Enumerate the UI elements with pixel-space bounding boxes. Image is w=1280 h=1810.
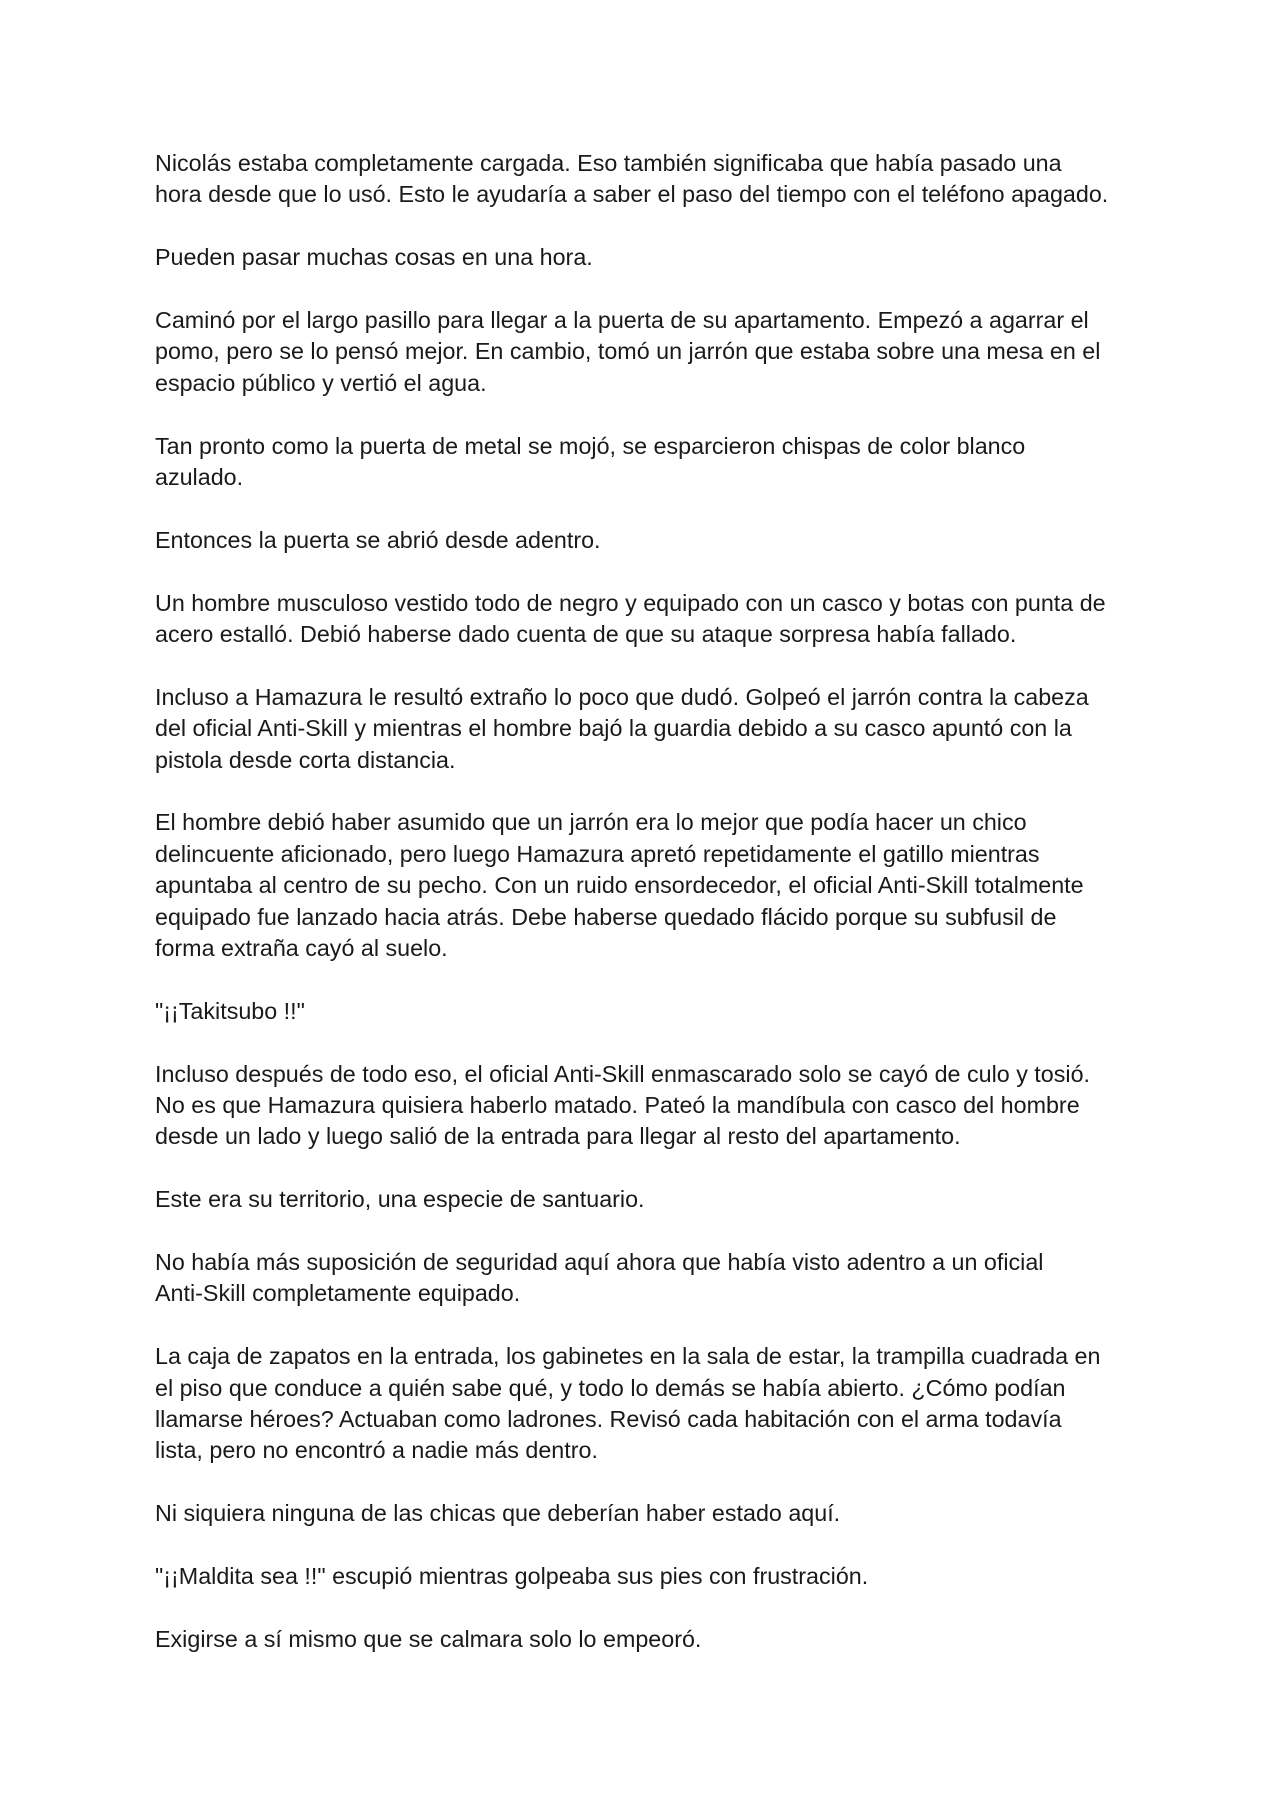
text-line: llamarse héroes? Actuaban como ladrones. Revisó cada habitación con el arma todavía [155, 1406, 1062, 1433]
paragraph-8 [155, 807, 1155, 964]
document-page [155, 148, 1155, 1687]
paragraph-14 [155, 1498, 1155, 1529]
paragraph-6 [155, 588, 1155, 651]
paragraph-16 [155, 1624, 1155, 1655]
paragraph-11 [155, 1184, 1155, 1215]
text-line: forma extraña cayó al suelo. [155, 935, 448, 962]
paragraph-2 [155, 242, 1155, 273]
text-line: espacio público y vertió el agua. [155, 369, 487, 396]
paragraph-3 [155, 305, 1155, 399]
text-line: La caja de zapatos en la entrada, los gabinetes en la sala de estar, la trampilla cuadrada en [155, 1343, 1101, 1370]
paragraph-1 [155, 148, 1155, 211]
paragraph-13 [155, 1341, 1155, 1467]
text-line: desde un lado y luego salió de la entrada para llegar al resto del apartamento. [155, 1123, 961, 1150]
text-line: pomo, pero se lo pensó mejor. En cambio, tomó un jarrón que estaba sobre una mesa en el [155, 338, 1101, 365]
text-line: del oficial Anti-Skill y mientras el hombre bajó la guardia debido a su casco apuntó con la [155, 715, 1072, 742]
text-line: Caminó por el largo pasillo para llegar a la puerta de su apartamento. Empezó a agarrar el [155, 307, 1089, 333]
text-line: pistola desde corta distancia. [155, 746, 456, 773]
text-line: Exigirse a sí mismo que se calmara solo lo empeoró. [155, 1625, 702, 1652]
paragraph-10 [155, 1059, 1155, 1153]
text-line: Pueden pasar muchas cosas en una hora. [155, 244, 593, 271]
text-line: El hombre debió haber asumido que un jarrón era lo mejor que podía hacer un chico [155, 809, 1027, 836]
text-line: equipado fue lanzado hacia atrás. Debe haberse quedado flácido porque su subfusil de [155, 903, 1057, 930]
text-line: apuntaba al centro de su pecho. Con un ruido ensordecedor, el oficial Anti-Skill totalmente [155, 872, 1084, 899]
text-line: No es que Hamazura quisiera haberlo matado. Pateó la mandíbula con casco del hombre [155, 1092, 1080, 1119]
text-line: "¡¡Takitsubo !!" [155, 997, 305, 1024]
paragraph-9 [155, 996, 1155, 1027]
text-line: Ni siquiera ninguna de las chicas que deberían haber estado aquí. [155, 1500, 841, 1527]
text-line: Nicolás estaba completamente cargada. Eso también significaba que había pasado una [155, 150, 1062, 176]
text-line: azulado. [155, 464, 244, 491]
text-line: Entonces la puerta se abrió desde adentro. [155, 526, 601, 553]
text-line: Un hombre musculoso vestido todo de negro y equipado con un casco y botas con punta de [155, 589, 1106, 616]
paragraph-5 [155, 525, 1155, 556]
text-line: lista, pero no encontró a nadie más dentro. [155, 1437, 598, 1464]
text-line: Este era su territorio, una especie de santuario. [155, 1186, 645, 1213]
text-line: Incluso a Hamazura le resultó extraño lo poco que dudó. Golpeó el jarrón contra la cabeza [155, 683, 1089, 710]
text-line: hora desde que lo usó. Esto le ayudaría a saber el paso del tiempo con el teléfono apagado. [155, 181, 1109, 208]
text-line: acero estalló. Debió haberse dado cuenta de que su ataque sorpresa había fallado. [155, 621, 1017, 648]
text-line: No había más suposición de seguridad aquí ahora que había visto adentro a un oficial [155, 1249, 1044, 1276]
paragraph-12 [155, 1247, 1155, 1310]
paragraph-4 [155, 431, 1155, 494]
paragraph-15 [155, 1561, 1155, 1592]
text-line: Anti-Skill completamente equipado. [155, 1280, 521, 1307]
text-line: Tan pronto como la puerta de metal se mojó, se esparcieron chispas de color blanco [155, 432, 1026, 459]
text-line: Incluso después de todo eso, el oficial Anti-Skill enmascarado solo se cayó de culo y tosió. [155, 1060, 1090, 1087]
text-line: el piso que conduce a quién sabe qué, y todo lo demás se había abierto. ¿Cómo podían [155, 1374, 1066, 1401]
text-line: "¡¡Maldita sea !!" escupió mientras golpeaba sus pies con frustración. [155, 1563, 869, 1590]
text-line: delincuente aficionado, pero luego Hamazura apretó repetidamente el gatillo mientras [155, 840, 1040, 867]
paragraph-7 [155, 682, 1155, 776]
